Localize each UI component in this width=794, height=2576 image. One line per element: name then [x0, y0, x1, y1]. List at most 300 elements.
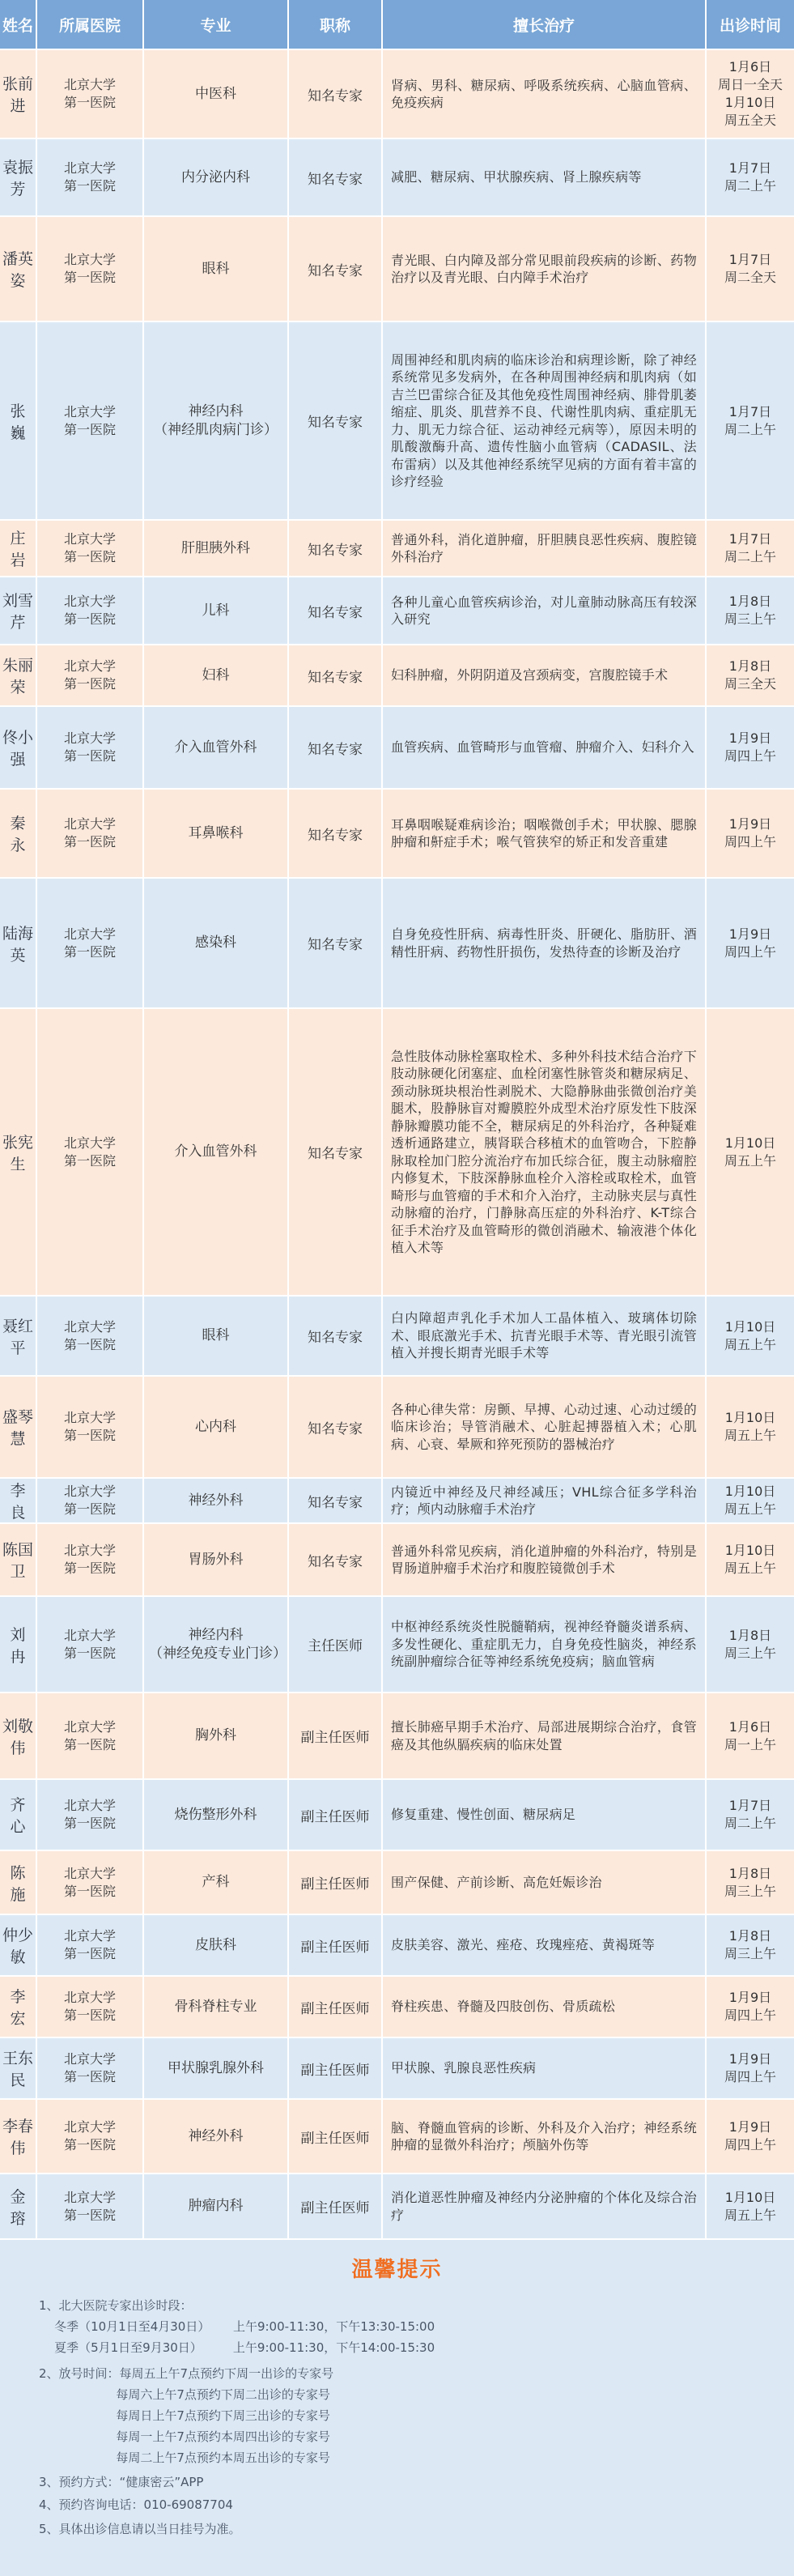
cell-time [707, 577, 794, 644]
title-text: 副主任医师 [300, 1808, 370, 1825]
table-row [0, 521, 794, 576]
cell-time [707, 1780, 794, 1850]
dept-text: 介入血管外科 [174, 739, 257, 756]
hospital-text: 北京大学 第一医院 [63, 730, 116, 764]
specialty-text: 甲状腺、乳腺良恶性疾病 [391, 2060, 537, 2076]
notice-line: 夏季（5月1日至9月30日） 上午9:00-11:30，下午14:00-15:30 [39, 2340, 435, 2355]
cell-hospital [37, 577, 144, 644]
table-row [0, 1524, 794, 1595]
hospital-text: 北京大学 第一医院 [63, 2119, 116, 2152]
cell-time [707, 139, 794, 215]
hospital-text: 北京大学 第一医院 [63, 1928, 116, 1961]
cell-name [0, 322, 41, 519]
table-row [0, 1693, 794, 1778]
name-text: 王东民 [2, 2050, 33, 2089]
notice-line: 每周六上午7点预约下周二出诊的专家号 [39, 2387, 330, 2402]
notice-line: 1、北大医院专家出诊时段： [39, 2298, 193, 2313]
cell-specialty [383, 1377, 707, 1477]
time-text: 1月6日 周日一全天 1月10日 周五全天 [717, 59, 783, 128]
hospital-text: 北京大学 第一医院 [63, 1410, 116, 1443]
cell-hospital [37, 1524, 144, 1595]
cell-time [707, 707, 794, 788]
name-text: 袁振芳 [2, 159, 33, 198]
title-text: 副主任医师 [300, 1730, 370, 1746]
dept-text: 儿科 [202, 602, 230, 619]
cell-title [289, 1009, 383, 1295]
cell-time [707, 521, 794, 576]
dept-text: 胃肠外科 [188, 1551, 244, 1568]
cell-title [289, 1597, 383, 1692]
cell-dept [144, 1597, 289, 1692]
name-text: 聂红平 [2, 1317, 33, 1357]
cell-specialty [383, 1780, 707, 1850]
cell-dept [144, 1693, 289, 1778]
cell-dept [144, 1524, 289, 1595]
specialty-text: 内镜近中神经及尺神经减压；VHL综合征多学科治疗；颅内动脉瘤手术治疗 [391, 1484, 697, 1517]
cell-title [289, 139, 383, 215]
time-text: 1月7日 周二全天 [724, 252, 776, 285]
specialty-text: 耳鼻咽喉疑难病诊治；咽喉微创手术；甲状腺、腮腺肿瘤和鼾症手术；喉气管狭窄的矫正和发音重建 [391, 816, 697, 849]
cell-title [289, 1780, 383, 1850]
cell-name [0, 1597, 41, 1692]
cell-title [289, 1977, 383, 2037]
cell-name [0, 2038, 37, 2098]
title-text: 知名专家 [308, 1494, 363, 1511]
cell-title [289, 1479, 383, 1522]
table-row [0, 1915, 794, 1975]
cell-title [289, 1851, 383, 1914]
cell-name [0, 577, 37, 644]
cell-time [707, 2174, 794, 2238]
name-text: 李 良 [10, 1482, 41, 1522]
hospital-text: 北京大学 第一医院 [63, 1798, 116, 1831]
dept-text: 感染科 [195, 935, 236, 951]
time-text: 1月7日 周二上午 [724, 160, 776, 194]
time-text: 1月10日 周五上午 [724, 2189, 776, 2223]
cell-time [707, 1693, 794, 1778]
time-text: 1月10日 周五上午 [724, 1543, 776, 1576]
specialty-text: 消化道恶性肿瘤及神经内分泌肿瘤的个体化及综合治疗 [391, 2190, 697, 2223]
cell-dept [144, 1009, 289, 1295]
header-dept-label: 专业 [200, 16, 231, 35]
cell-specialty [383, 577, 707, 644]
cell-hospital [37, 217, 144, 321]
time-text: 1月9日 周四上午 [724, 2119, 776, 2152]
name-text: 陈 施 [10, 1863, 41, 1904]
table-row [0, 1597, 794, 1692]
cell-title [289, 879, 383, 1007]
cell-name [0, 645, 37, 705]
cell-hospital [37, 139, 144, 215]
cell-specialty [383, 322, 707, 519]
header-time-label: 出诊时间 [719, 16, 781, 35]
cell-time [707, 217, 794, 321]
cell-time [707, 1915, 794, 1975]
cell-specialty [383, 521, 707, 576]
cell-title [289, 521, 383, 576]
dept-text: 眼科 [202, 1327, 230, 1343]
cell-name [0, 879, 37, 1007]
cell-name [0, 1297, 37, 1375]
table-row [0, 139, 794, 215]
cell-hospital [37, 1597, 144, 1692]
cell-dept [144, 1479, 289, 1522]
name-text: 张 巍 [10, 402, 41, 442]
cell-specialty [383, 217, 707, 321]
cell-dept [144, 217, 289, 321]
title-text: 副主任医师 [300, 2062, 370, 2079]
time-text: 1月9日 周四上午 [724, 2051, 776, 2084]
cell-specialty [383, 879, 707, 1007]
cell-specialty [383, 1479, 707, 1522]
dept-text: 骨科脊柱专业 [174, 1998, 257, 2015]
specialty-text: 自身免疫性肝病、病毒性肝炎、肝硬化、脂肪肝、酒精性肝病、药物性肝损伤，发热待查的诊断及治疗 [391, 926, 697, 960]
header-title-label: 职称 [319, 16, 350, 35]
cell-title [289, 2100, 383, 2173]
cell-specialty [383, 707, 707, 788]
cell-title [289, 577, 383, 644]
title-text: 知名专家 [308, 262, 363, 279]
dept-text: 神经内科 （神经肌肉病门诊） [154, 402, 278, 438]
cell-name [0, 1377, 37, 1477]
name-text: 张前进 [2, 75, 33, 115]
header-specialty [383, 0, 707, 49]
cell-dept [144, 1851, 289, 1914]
specialty-text: 各种儿童心血管疾病诊治，对儿童肺动脉高压有较深入研究 [391, 594, 697, 627]
notice-line: 2、放号时间：每周五上午7点预约下周一出诊的专家号 [39, 2366, 334, 2381]
hospital-text: 北京大学 第一医院 [63, 594, 116, 627]
dept-text: 耳鼻喉科 [188, 824, 244, 841]
title-text: 知名专家 [308, 741, 363, 758]
cell-hospital [37, 2038, 144, 2098]
cell-specialty [383, 790, 707, 877]
cell-time [707, 1524, 794, 1595]
title-text: 知名专家 [308, 669, 363, 686]
time-text: 1月9日 周四上午 [724, 926, 776, 960]
hospital-text: 北京大学 第一医院 [63, 2189, 116, 2223]
cell-dept [144, 2174, 289, 2238]
cell-dept [144, 2038, 289, 2098]
table-row [0, 879, 794, 1007]
specialty-text: 减肥、糖尿病、甲状腺疾病、肾上腺疾病等 [391, 169, 642, 185]
cell-name [0, 217, 37, 321]
cell-dept [144, 521, 289, 576]
specialty-text: 普通外科常见疾病，消化道肿瘤的外科治疗，特别是胃肠道肿瘤手术治疗和腹腔镜微创手术 [391, 1543, 697, 1576]
cell-dept [144, 1780, 289, 1850]
title-text: 副主任医师 [300, 1939, 370, 1956]
table-row [0, 577, 794, 644]
cell-specialty [383, 1915, 707, 1975]
cell-name [0, 139, 37, 215]
specialty-text: 肾病、男科、糖尿病、呼吸系统疾病、心脑血管病、免疫疾病 [391, 77, 697, 110]
name-text: 庄 岩 [10, 530, 41, 569]
table-row [0, 1297, 794, 1375]
time-text: 1月10日 周五上午 [724, 1484, 776, 1517]
cell-specialty [383, 1597, 707, 1692]
cell-time [707, 1597, 794, 1692]
time-text: 1月9日 周四上午 [724, 816, 776, 849]
cell-name [0, 2100, 37, 2173]
notice-line: 每周日上午7点预约下周三出诊的专家号 [39, 2408, 330, 2423]
cell-hospital [37, 1297, 144, 1375]
cell-specialty [383, 1524, 707, 1595]
hospital-text: 北京大学 第一医院 [63, 816, 116, 849]
dept-text: 肿瘤内科 [188, 2198, 244, 2214]
cell-hospital [37, 790, 144, 877]
time-text: 1月9日 周四上午 [724, 1990, 776, 2023]
cell-hospital [37, 521, 144, 576]
specialty-text: 脑、脊髓血管病的诊断、外科及介入治疗；神经系统肿瘤的显微外科治疗；颅脑外伤等 [391, 2119, 697, 2152]
title-text: 副主任医师 [300, 2000, 370, 2017]
specialty-text: 血管疾病、血管畸形与血管瘤、肿瘤介入、妇科介入 [391, 739, 694, 756]
cell-specialty [383, 50, 707, 138]
notice-panel [0, 2240, 794, 2576]
cell-specialty [383, 2038, 707, 2098]
name-text: 仲少敏 [2, 1927, 33, 1966]
cell-dept [144, 322, 289, 519]
hospital-text: 北京大学 第一医院 [63, 1990, 116, 2023]
cell-time [707, 1851, 794, 1914]
dept-text: 产科 [202, 1874, 230, 1890]
title-text: 知名专家 [308, 1553, 363, 1570]
title-text: 知名专家 [308, 1330, 363, 1346]
cell-title [289, 2038, 383, 2098]
cell-title [289, 2174, 383, 2238]
hospital-text: 北京大学 第一医院 [63, 926, 116, 960]
cell-hospital [37, 1479, 144, 1522]
cell-specialty [383, 645, 707, 705]
title-text: 知名专家 [308, 1146, 363, 1162]
cell-dept [144, 50, 289, 138]
hospital-text: 北京大学 第一医院 [63, 160, 116, 194]
specialty-text: 白内障超声乳化手术加人工晶体植入、玻璃体切除术、眼底激光手术、抗青光眼手术等、青光眼引流管植入并搜长期青光眼手术等 [391, 1310, 697, 1361]
time-text: 1月8日 周三上午 [724, 594, 776, 627]
dept-text: 烧伤整形外科 [174, 1806, 257, 1823]
notice-line: 5、具体出诊信息请以当日挂号为准。 [39, 2522, 241, 2536]
hospital-text: 北京大学 第一医院 [63, 252, 116, 285]
cell-dept [144, 1297, 289, 1375]
name-text: 盛琴慧 [2, 1408, 33, 1448]
specialty-text: 青光眼、白内障及部分常见眼前段疾病的诊断、药物治疗以及青光眼、白内障手术治疗 [391, 252, 697, 285]
cell-title [289, 217, 383, 321]
cell-title [289, 1377, 383, 1477]
cell-name [0, 2174, 41, 2238]
table-row [0, 2174, 794, 2238]
table-row [0, 1977, 794, 2037]
cell-dept [144, 2100, 289, 2173]
name-text: 张宪生 [2, 1133, 33, 1173]
cell-hospital [37, 2174, 144, 2238]
cell-hospital [37, 1009, 144, 1295]
header-name-label: 姓名 [2, 16, 33, 35]
cell-dept [144, 645, 289, 705]
cell-time [707, 1009, 794, 1295]
specialty-text: 擅长肺癌早期手术治疗、局部进展期综合治疗，食管癌及其他纵膈疾病的临床处置 [391, 1719, 697, 1752]
notice-line: 4、预约咨询电话：010-69087704 [39, 2497, 233, 2512]
cell-title [289, 707, 383, 788]
time-text: 1月10日 周五上午 [724, 1135, 776, 1169]
dept-text: 甲状腺乳腺外科 [168, 2059, 264, 2076]
dept-text: 神经内科 （神经免疫专业门诊） [149, 1626, 287, 1662]
name-text: 齐 心 [10, 1796, 41, 1836]
cell-title [289, 50, 383, 138]
cell-name [0, 707, 37, 788]
cell-specialty [383, 139, 707, 215]
cell-time [707, 645, 794, 705]
time-text: 1月7日 周二上午 [724, 403, 776, 437]
hospital-text: 北京大学 第一医院 [63, 1627, 116, 1661]
cell-dept [144, 577, 289, 644]
cell-title [289, 1524, 383, 1595]
title-text: 知名专家 [308, 87, 363, 104]
dept-text: 介入血管外科 [174, 1143, 257, 1160]
cell-title [289, 1297, 383, 1375]
cell-title [289, 1693, 383, 1778]
header-hospital-label: 所属医院 [58, 16, 121, 35]
hospital-text: 北京大学 第一医院 [63, 2051, 116, 2084]
specialty-text: 妇科肿瘤，外阴阴道及宫颈病变，宫腹腔镜手术 [391, 667, 669, 683]
cell-name [0, 1009, 37, 1295]
cell-hospital [37, 879, 144, 1007]
cell-dept [144, 790, 289, 877]
hospital-text: 北京大学 第一医院 [63, 1318, 116, 1352]
table-row [0, 2100, 794, 2173]
title-text: 知名专家 [308, 415, 363, 431]
time-text: 1月9日 周四上午 [724, 730, 776, 764]
table-header [0, 0, 794, 49]
name-text: 朱丽荣 [2, 657, 33, 696]
cell-dept [144, 1915, 289, 1975]
cell-dept [144, 707, 289, 788]
notice-line: 每周一上午7点预约本周四出诊的专家号 [39, 2429, 330, 2444]
header-specialty-label: 擅长治疗 [512, 16, 575, 35]
title-text: 知名专家 [308, 1420, 363, 1437]
cell-title [289, 645, 383, 705]
dept-text: 神经外科 [188, 2127, 244, 2144]
name-text: 金 瑢 [10, 2187, 41, 2228]
table-row [0, 217, 794, 321]
cell-dept [144, 879, 289, 1007]
table-row [0, 1479, 794, 1522]
hospital-text: 北京大学 第一医院 [63, 77, 116, 110]
title-text: 知名专家 [308, 937, 363, 953]
cell-name [0, 521, 41, 576]
dept-text: 胸外科 [195, 1727, 236, 1744]
hospital-text: 北京大学 第一医院 [63, 1718, 116, 1752]
hospital-text: 北京大学 第一医院 [63, 531, 116, 564]
specialty-text: 皮肤美容、激光、痤疮、玫瑰痤疮、黄褐斑等 [391, 1937, 656, 1953]
title-text: 主任医师 [308, 1638, 363, 1654]
name-text: 刘 冉 [10, 1625, 41, 1666]
cell-hospital [37, 322, 144, 519]
notice-line: 每周二上午7点预约本周五出诊的专家号 [39, 2450, 330, 2465]
table-row [0, 645, 794, 705]
specialty-text: 修复重建、慢性创面、糖尿病足 [391, 1807, 576, 1823]
cell-hospital [37, 1693, 144, 1778]
cell-time [707, 1479, 794, 1522]
table-row [0, 50, 794, 138]
time-text: 1月10日 周五上午 [724, 1410, 776, 1443]
cell-hospital [37, 707, 144, 788]
dept-text: 皮肤科 [195, 1936, 236, 1953]
dept-text: 妇科 [202, 666, 230, 683]
time-text: 1月7日 周二上午 [724, 1798, 776, 1831]
header-hospital [37, 0, 144, 49]
cell-specialty [383, 1977, 707, 2037]
hospital-text: 北京大学 第一医院 [63, 1135, 116, 1169]
cell-title [289, 1915, 383, 1975]
cell-specialty [383, 1297, 707, 1375]
cell-hospital [37, 50, 144, 138]
time-text: 1月7日 周二上午 [724, 531, 776, 564]
cell-time [707, 1977, 794, 2037]
title-text: 知名专家 [308, 604, 363, 621]
cell-hospital [37, 2100, 144, 2173]
dept-text: 神经外科 [188, 1492, 244, 1509]
specialty-text: 脊柱疾患、脊髓及四肢创伤、骨质疏松 [391, 1999, 616, 2015]
specialty-text: 各种心律失常：房颤、早搏、心动过速、心动过缓的临床诊治；导管消融术、心脏起搏器植入术；心肌病、心衰、晕厥和猝死预防的器械治疗 [391, 1401, 697, 1452]
table-row [0, 1009, 794, 1295]
cell-hospital [37, 645, 144, 705]
cell-time [707, 50, 794, 138]
cell-title [289, 790, 383, 877]
cell-name [0, 1524, 37, 1595]
cell-hospital [37, 1977, 144, 2037]
time-text: 1月8日 周三上午 [724, 1865, 776, 1899]
title-text: 知名专家 [308, 827, 363, 844]
cell-hospital [37, 1780, 144, 1850]
table-row [0, 790, 794, 877]
table-row [0, 1780, 794, 1850]
notice-line: 冬季（10月1日至4月30日） 上午9:00-11:30，下午13:30-15:00 [39, 2319, 435, 2334]
cell-hospital [37, 1915, 144, 1975]
specialty-text: 急性肢体动脉栓塞取栓术、多种外科技术结合治疗下肢动脉硬化闭塞症、血栓闭塞性脉管炎和糖尿病足、颈动脉斑块根治性剥脱术、大隐静脉曲张微创治疗美腿术，股静脉盲对瓣膜腔外成型术治疗原发性下肢深静脉瓣膜功能不全，糖尿病足的外科治疗，各种疑难透析通路建立，胰肾联合移植术的血管吻合，下腔静脉取栓加门腔分流治疗布加氏综合征，腹主动脉瘤腔内修复术，下肢深静脉血栓介入溶栓或取栓术，血管畸形与血管瘤的手术和介入治疗，主动脉夹层与真性动脉瘤的治疗，门静脉高压症的外科治疗、K-T综合征手术治疗及血管畸形的微创消融术、输液港个体化植入术等 [391, 1048, 697, 1255]
dept-text: 内分泌内科 [181, 168, 250, 185]
title-text: 副主任医师 [300, 2130, 370, 2147]
cell-time [707, 2100, 794, 2173]
cell-name [0, 1851, 41, 1914]
cell-name [0, 790, 41, 877]
cell-hospital [37, 1377, 144, 1477]
hospital-text: 北京大学 第一医院 [63, 1484, 116, 1517]
time-text: 1月8日 周三全天 [724, 658, 776, 692]
time-text: 1月8日 周三上午 [724, 1928, 776, 1961]
cell-time [707, 322, 794, 519]
hospital-text: 北京大学 第一医院 [63, 658, 116, 692]
cell-title [289, 322, 383, 519]
dept-text: 眼科 [202, 260, 230, 277]
specialty-text: 围产保健、产前诊断、高危妊娠诊治 [391, 1874, 602, 1890]
cell-time [707, 1377, 794, 1477]
hospital-text: 北京大学 第一医院 [63, 403, 116, 437]
time-text: 1月6日 周一上午 [724, 1718, 776, 1752]
header-name [0, 0, 37, 49]
cell-name [0, 50, 37, 138]
table-row [0, 2038, 794, 2098]
table-row [0, 1377, 794, 1477]
name-text: 陆海英 [2, 924, 33, 964]
cell-name [0, 1780, 41, 1850]
name-text: 佟小强 [2, 729, 33, 769]
header-time [707, 0, 794, 49]
name-text: 刘敬伟 [2, 1717, 33, 1757]
name-text: 潘英姿 [2, 250, 33, 290]
specialty-text: 周围神经和肌肉病的临床诊治和病理诊断，除了神经系统常见多发病外，在各种周围神经病和肌肉病（如吉兰巴雷综合征及其他免疫性周围神经病、腓骨肌萎缩症、肌炎、肌营养不良、代谢性肌肉病、重症肌无力、肌无力综合征、运动神经元病等），原因未明的肌酸激酶升高、遗传性脑小血管病（CADASIL、法布雷病）以及其他神经系统罕见病的方面有着丰富的诊疗经验 [391, 351, 697, 489]
cell-time [707, 879, 794, 1007]
cell-specialty [383, 2174, 707, 2238]
title-text: 副主任医师 [300, 1876, 370, 1893]
cell-specialty [383, 1693, 707, 1778]
